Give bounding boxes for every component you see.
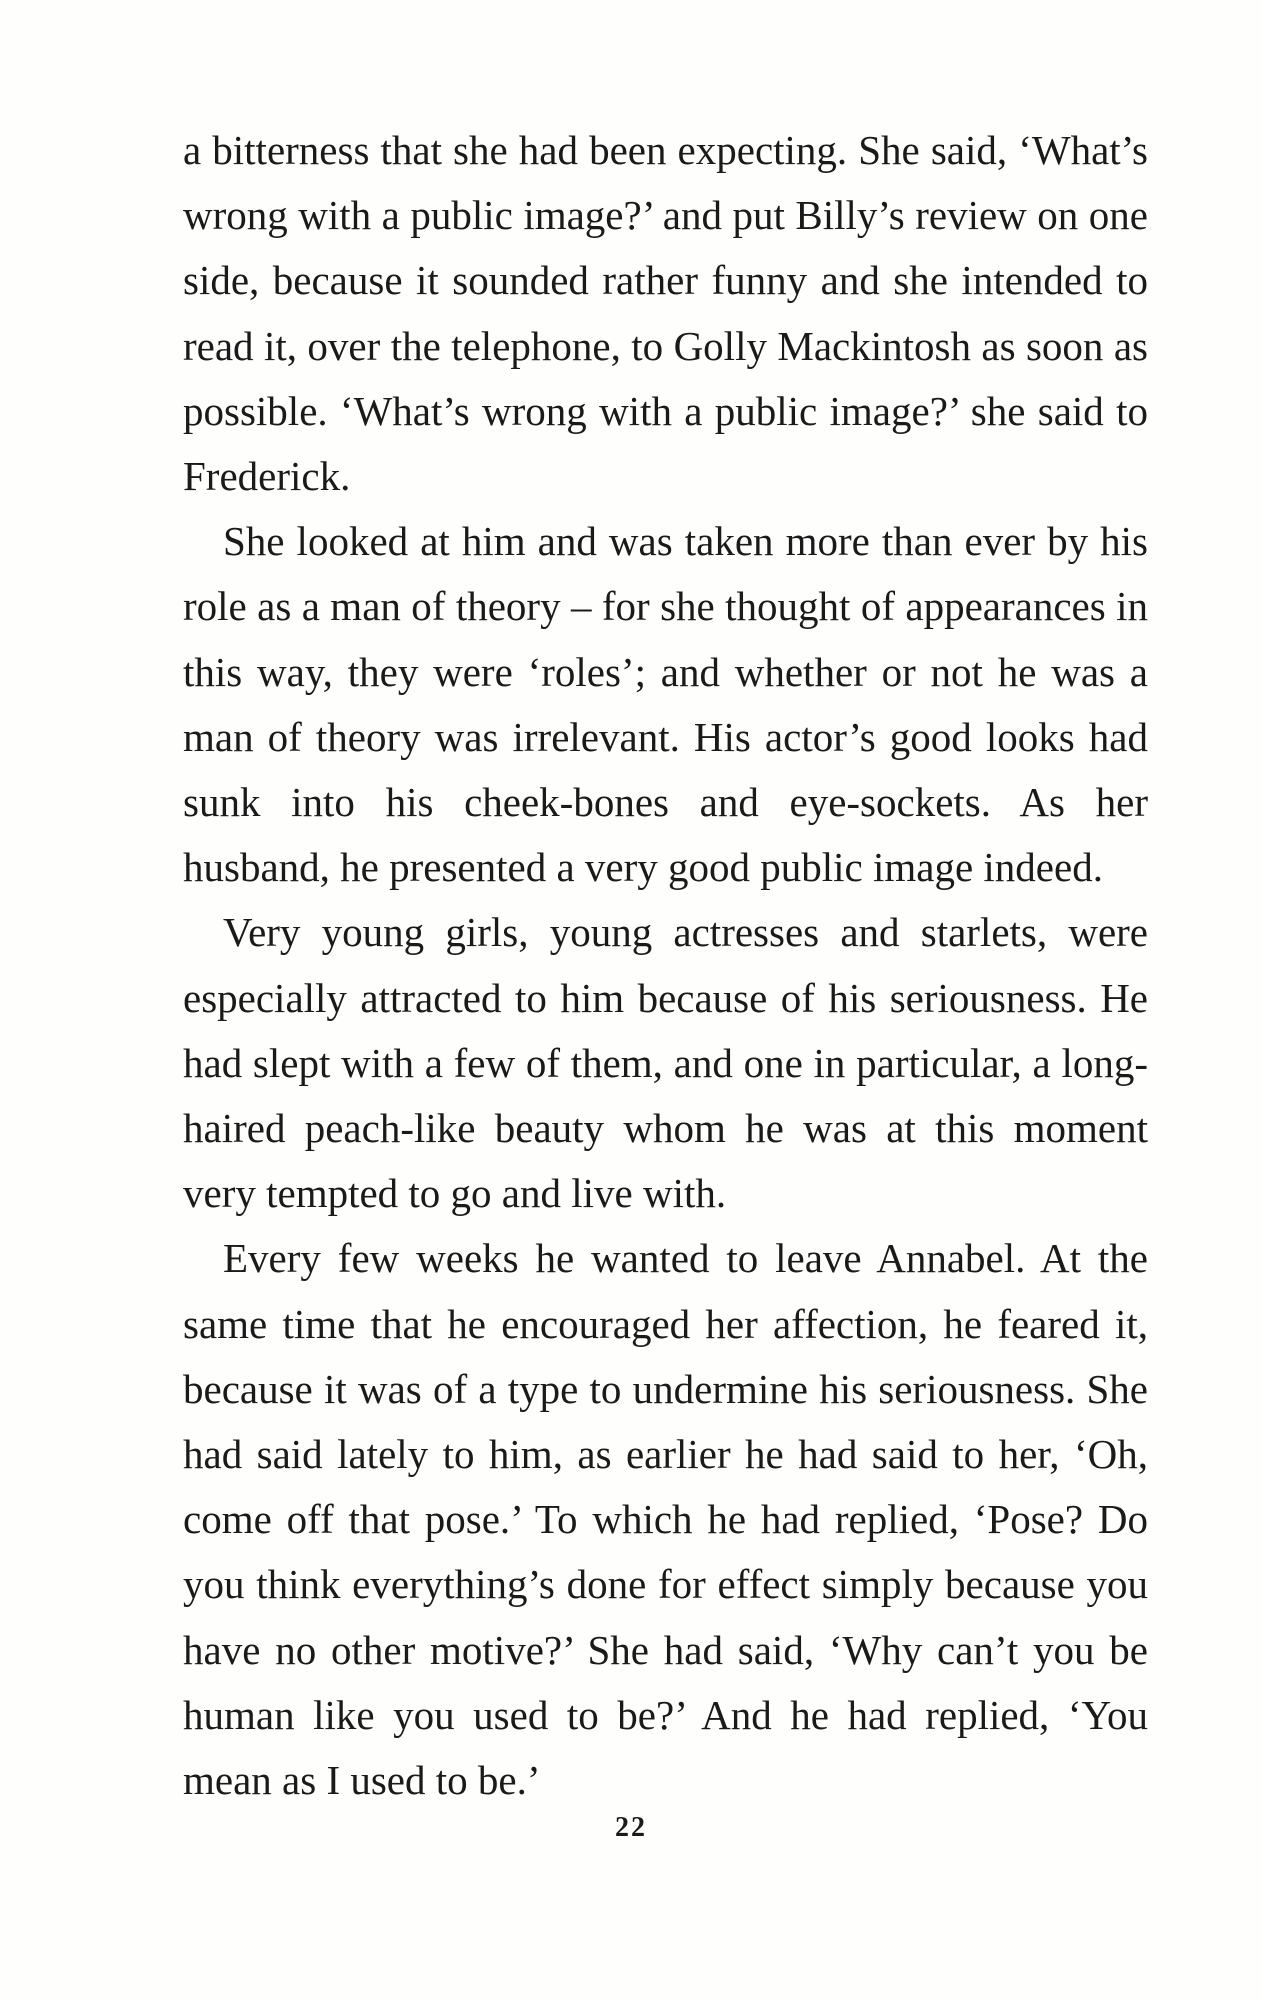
paragraph-3: Very young girls, young actresses and starlets, were especially attracted to him because of his seriousness. He had slept with a few of them, and one in particular, a long-haired peach-like beauty whom he was at this moment very tempted to go and live with. [183, 909, 1148, 1217]
page-number: 22 [615, 1812, 647, 1843]
body-text [183, 118, 1148, 1813]
paragraph-1: a bitterness that she had been expecting. She said, ‘What’s wrong with a public image?’ and put Billy’s review on one side, because it sounded rather funny and she intended to read it, over the telephone, to Golly Mackintosh as soon as possible. ‘What’s wrong with a public image?’ she said to Frederick. [183, 127, 1148, 500]
paragraph-2: She looked at him and was taken more than ever by his role as a man of theory – for she thought of appearances in this way, they were ‘roles’; and whether or not he was a man of theory was irrelevant. His actor’s good looks had sunk into his cheek-bones and eye-sockets. As her husband, he presented a very good public image indeed. [183, 518, 1148, 891]
paragraph-4: Every few weeks he wanted to leave Annabel. At the same time that he encouraged her affection, he feared it, because it was of a type to undermine his seriousness. She had said lately to him, as earlier he had said to her, ‘Oh, come off that pose.’ To which he had replied, ‘Pose? Do you think everything’s done for effect simply because you have no other motive?’ She had said, ‘Why can’t you be human like you used to be?’ And he had replied, ‘You mean as I used to be.’ [183, 1235, 1148, 1804]
